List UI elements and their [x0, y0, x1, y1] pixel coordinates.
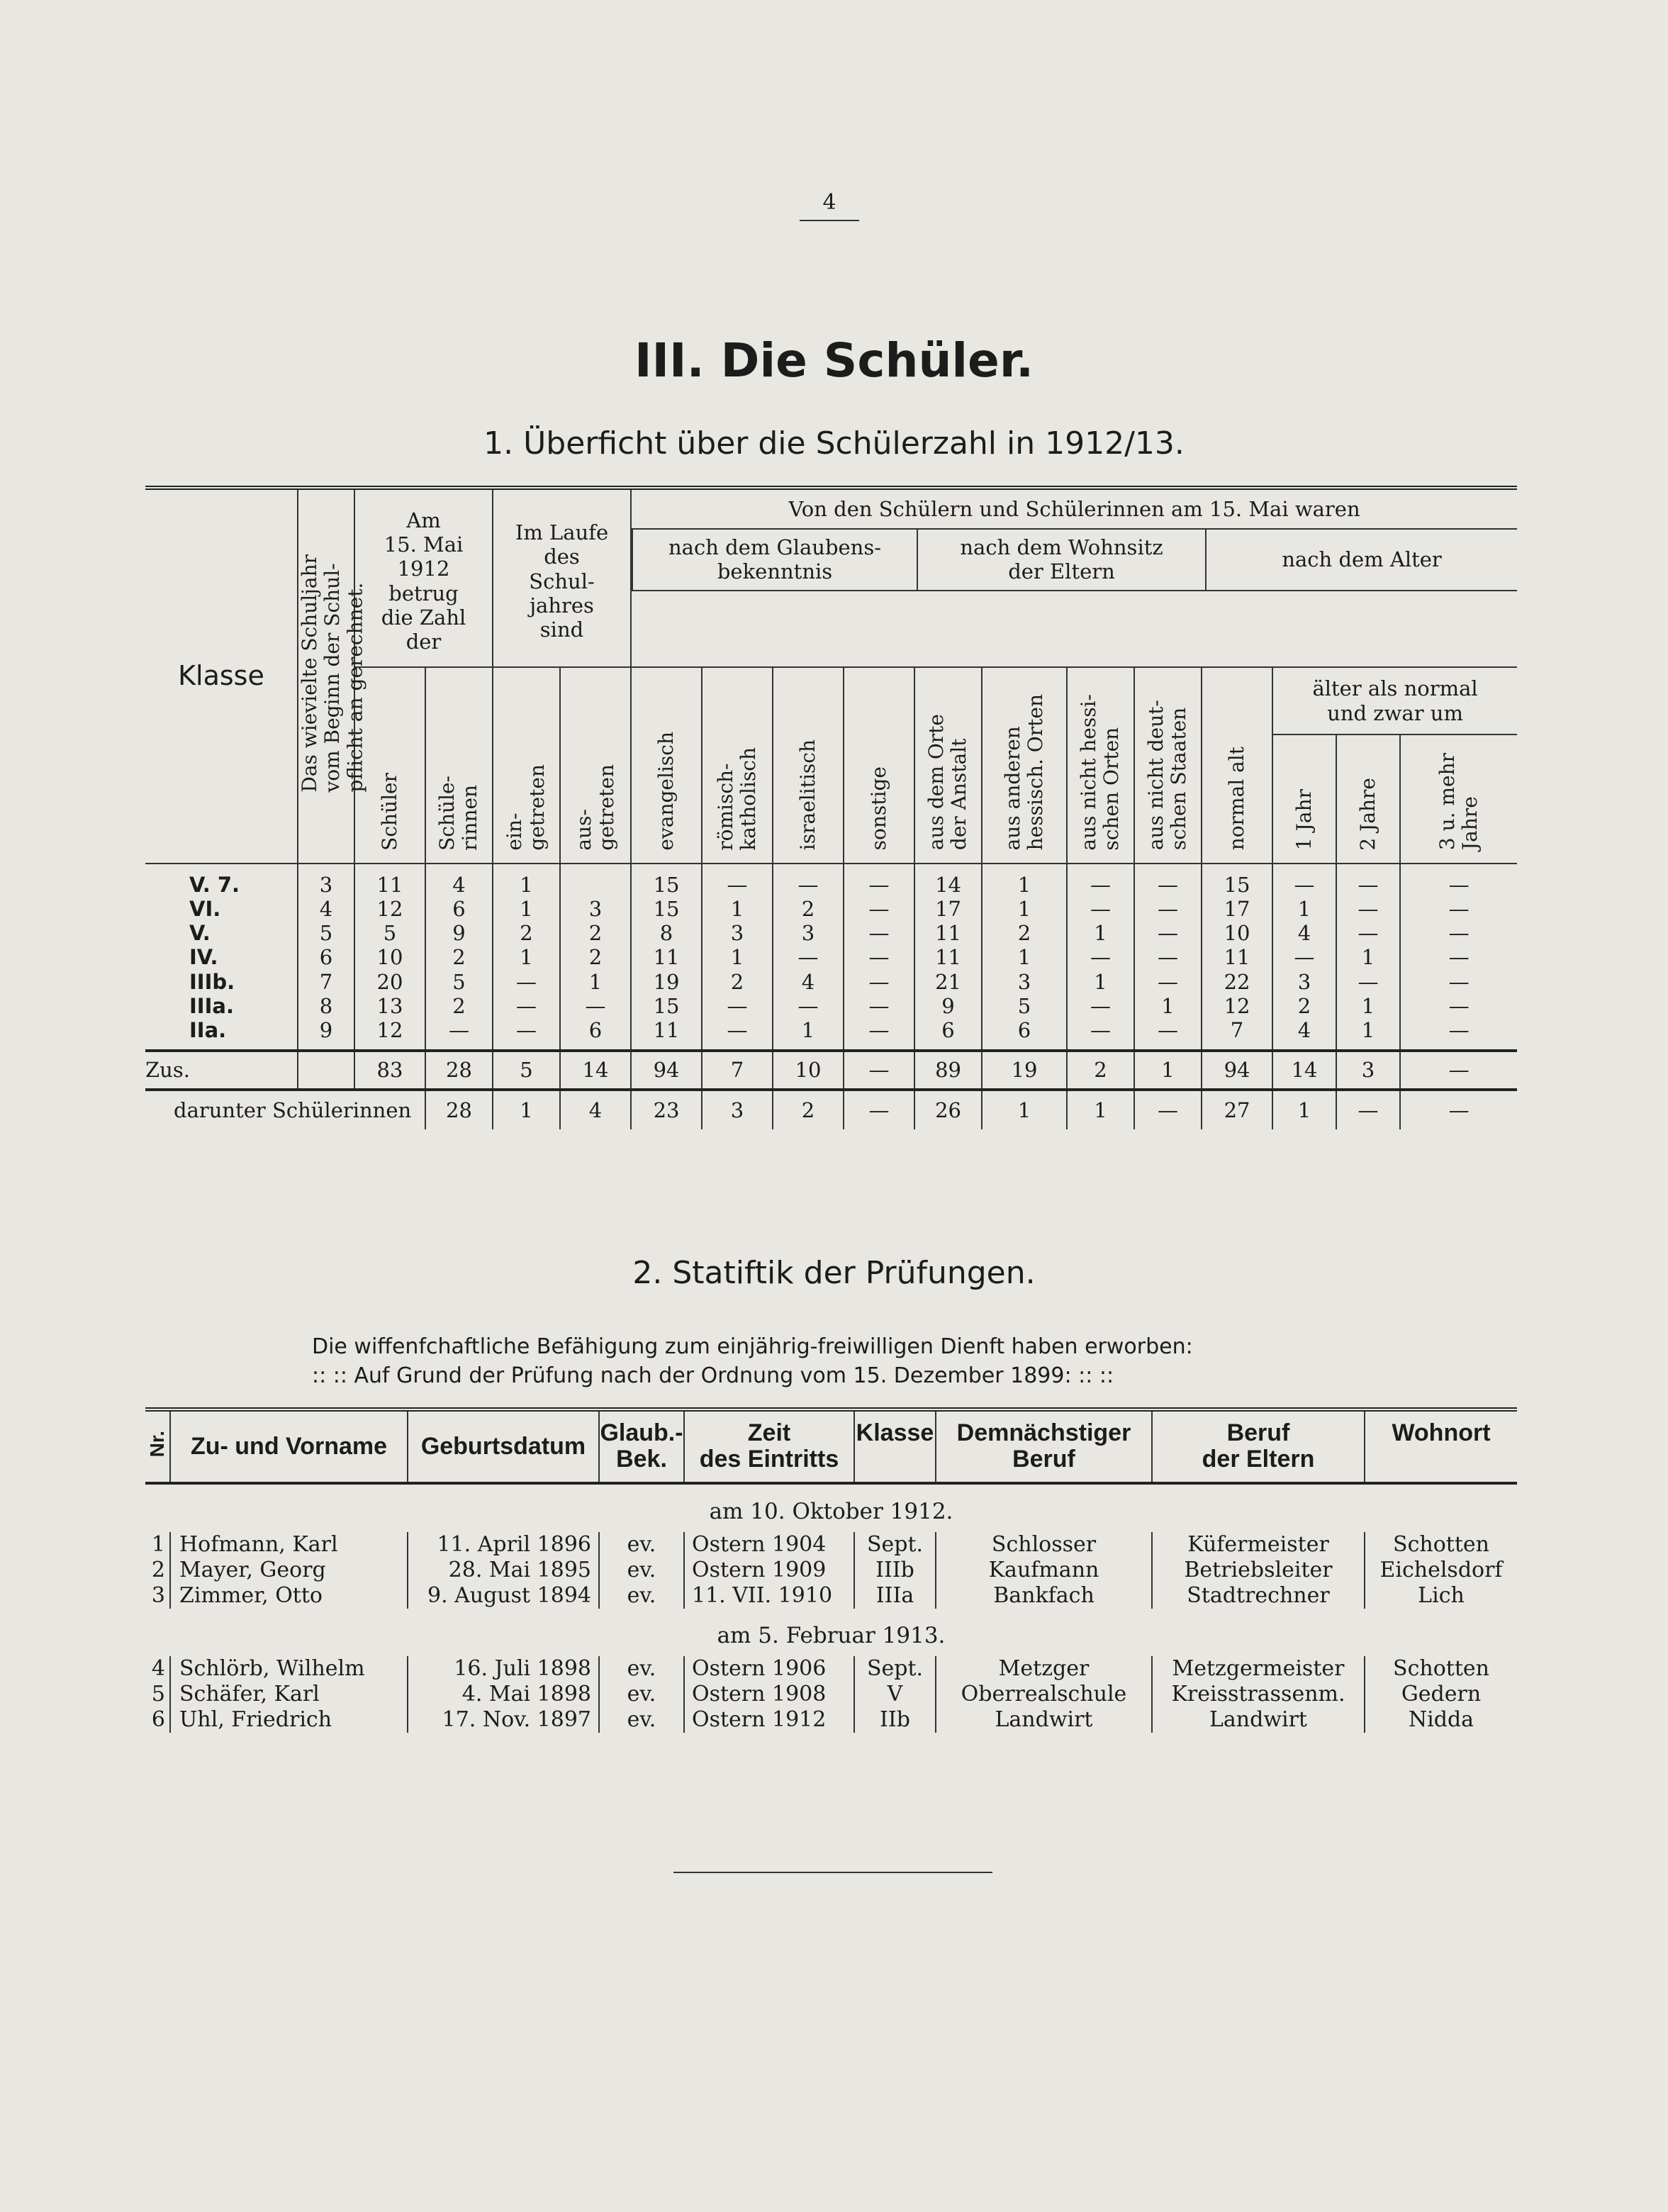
table-row: IIIa. 8 13 2 — — 15 — — — 9 5 — 1 12 2 1 — [145, 994, 1517, 1018]
header-am-mai: Am 15. Mai 1912 betrug die Zahl der [354, 488, 493, 667]
header-alter: nach dem Alter [1206, 529, 1517, 590]
header-jahr1: 1 Jahr [1272, 734, 1336, 864]
page-number: 4 [822, 190, 836, 215]
table-row: IIa. 9 12 — — 6 11 — 1 — 6 6 — — 7 4 1 — [145, 1018, 1517, 1051]
header-aus-nicht-deut: aus nicht deut- schen Staaten [1134, 667, 1202, 863]
header-schuelerinnen: Schüle- rinnen [425, 667, 493, 863]
page-number-rule [800, 220, 859, 221]
header-beruf-next: Demnächstiger Beruf [936, 1409, 1152, 1483]
table-row: VI. 4 12 6 1 3 15 1 2 — 17 1 — — 17 1 — — [145, 897, 1517, 921]
table-row: IIIb. 7 20 5 — 1 19 2 4 — 21 3 1 — 22 3 — — [145, 970, 1517, 994]
intro-line-1: Die wiffenfchaftliche Befähigung zum einjährig-freiwilligen Dienft haben erworben: [312, 1334, 1193, 1359]
header-aus-anderen: aus anderen hessisch. Orten [982, 667, 1067, 863]
table-row: 3 Zimmer, Otto 9. August 1894 ev. 11. VII. 1910 IIIa Bankfach Stadtrechner Lich [145, 1583, 1517, 1609]
header-israelitisch: israelitisch [773, 667, 844, 863]
totals-row: Zus. 83 28 5 14 94 7 10 — 89 19 2 1 94 14 3 — [145, 1051, 1517, 1089]
table-row: V. 5 5 9 2 2 8 3 3 — 11 2 1 — 10 4 — — [145, 921, 1517, 945]
header-schuljahr: Das wievielte Schuljahr vom Beginn der Schul- pflicht an gerechnet. [298, 488, 354, 864]
student-count-table-wrap [145, 486, 1517, 1129]
header-sonstige: sonstige [844, 667, 914, 863]
header-evangelisch: evangelisch [631, 667, 702, 863]
header-wohnsitz: nach dem Wohnsitz der Eltern [917, 529, 1206, 590]
header-normal-alt: normal alt [1202, 667, 1272, 863]
table-row: IV. 6 10 2 1 2 11 1 — — 11 1 — — 11 — 1 — [145, 945, 1517, 969]
header-nr: Nr. [145, 1409, 170, 1483]
section2-intro [312, 1333, 1347, 1390]
header-im-laufe: Im Laufe des Schul- jahres sind [493, 488, 631, 667]
table-row: 5 Schäfer, Karl 4. Mai 1898 ev. Ostern 1908 V Oberrealschule Kreisstrassenm. Gedern [145, 1682, 1517, 1707]
exam-date-row: am 5. Februar 1913. [717, 1622, 946, 1648]
header-glaub: Glaub.- Bek. [599, 1409, 684, 1483]
intro-line-2: :: :: Auf Grund der Prüfung nach der Ordnung vom 15. Dezember 1899: :: :: [312, 1363, 1114, 1388]
header-aus-nicht-hess: aus nicht hessi- schen Orten [1067, 667, 1134, 863]
header-subgroups [632, 528, 1517, 591]
header-beruf-eltern: Beruf der Eltern [1152, 1409, 1365, 1483]
table-row: V. 7. 3 11 4 1 15 — — — 14 1 — — 15 — — — [145, 864, 1517, 897]
header-zeit: Zeit des Eintritts [684, 1409, 854, 1483]
exam-table [145, 1407, 1517, 1733]
header-schueler: Schüler [354, 667, 425, 863]
table-row: 4 Schlörb, Wilhelm 16. Juli 1898 ev. Ostern 1906 Sept. Metzger Metzgermeister Schotten [145, 1656, 1517, 1682]
header-jahre2: 2 Jahre [1336, 734, 1400, 864]
darunter-row: darunter Schülerinnen 28 1 4 23 3 2 — 26 1 1 — 27 1 — — [145, 1090, 1517, 1129]
header-eingetreten: ein- getreten [493, 667, 560, 863]
header-ausgetreten: aus- getreten [560, 667, 631, 863]
table-row: 1 Hofmann, Karl 11. April 1896 ev. Ostern 1904 Sept. Schlosser Küfermeister Schotten [145, 1532, 1517, 1558]
student-count-body [145, 864, 1517, 1129]
header-geburt: Geburtsdatum [408, 1409, 599, 1483]
header-aus-orte: aus dem Orte der Anstalt [914, 667, 982, 863]
header-von-den: Von den Schülern und Schülerinnen am 15. Mai waren nach dem Glaubens- bekenntnis nach dem Wohnsitz der Eltern nach dem Alter [631, 488, 1517, 667]
header-aelter: älter als normal und zwar um [1272, 667, 1517, 734]
header-katholisch: römisch- katholisch [702, 667, 773, 863]
exam-date-row: am 10. Oktober 1912. [709, 1498, 953, 1524]
chapter-title: III. Die Schüler. [634, 333, 1034, 388]
table-row: 6 Uhl, Friedrich 17. Nov. 1897 ev. Ostern 1912 IIb Landwirt Landwirt Nidda [145, 1707, 1517, 1733]
student-count-table [145, 486, 1517, 1129]
header-klasse: Klasse [854, 1409, 936, 1483]
header-jahre3: 3 u. mehr Jahre [1400, 734, 1517, 864]
header-name: Zu- und Vorname [170, 1409, 408, 1483]
header-glaubens: nach dem Glaubens- bekenntnis [632, 529, 917, 590]
section2-heading: 2. Statiftik der Prüfungen. [632, 1255, 1036, 1291]
end-rule [673, 1872, 992, 1873]
table-row: 2 Mayer, Georg 28. Mai 1895 ev. Ostern 1909 IIIb Kaufmann Betriebsleiter Eichelsdorf [145, 1558, 1517, 1583]
section1-heading: 1. Überficht über die Schülerzahl in 1912/13. [483, 425, 1185, 462]
header-wohnort: Wohnort [1365, 1409, 1517, 1483]
header-klasse: Klasse [145, 488, 298, 864]
exam-table-wrap [145, 1407, 1517, 1733]
